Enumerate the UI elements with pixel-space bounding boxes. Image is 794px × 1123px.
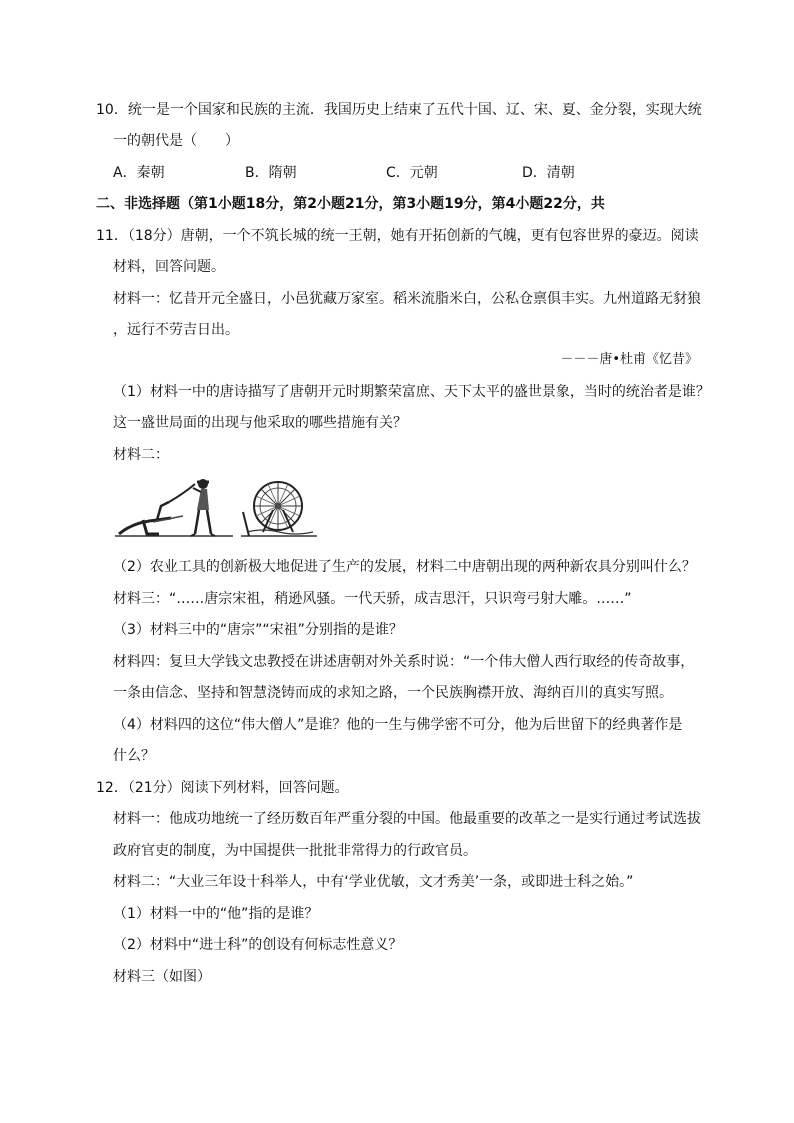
- q12-material3-label: 材料三（如图）: [113, 969, 211, 985]
- farm-tools-figure: [113, 476, 319, 542]
- q12-material1-line-2: 政府官吏的制度，为中国提供一批批非常得力的行政官员。: [113, 843, 477, 859]
- q11-material2-label: 材料二：: [113, 447, 169, 463]
- q12-sub1: （1）材料一中的“他”指的是谁？: [113, 906, 319, 922]
- q12-line-1: 12．（21分）阅读下列材料，回答问题。: [96, 780, 349, 796]
- q10-line-2: 一的朝代是（ ）: [113, 133, 239, 149]
- q10-option-d: D．清朝: [522, 165, 575, 181]
- farm-tools-illustration: [113, 476, 319, 542]
- section-heading: 二、非选择题（第1小题18分，第2小题21分，第3小题19分，第4小题22分，共: [96, 196, 605, 212]
- q11-material4-line-1: 材料四：复旦大学钱文忠教授在讲述唐朝对外关系时说：“一个伟大僧人西行取经的传奇故事，: [113, 654, 695, 670]
- q10-line-1: 10．统一是一个国家和民族的主流．我国历史上结束了五代十国、辽、宋、夏、金分裂，实现大统: [96, 102, 702, 118]
- q11-sub4-line-2: 什么？: [113, 748, 155, 764]
- q11-sub1-line-2: 这一盛世局面的出现与他采取的哪些措施有关？: [113, 415, 407, 431]
- q11-material4-line-2: 一条由信念、坚持和智慧浇铸而成的求知之路，一个民族胸襟开放、海纳百川的真实写照。: [113, 685, 673, 701]
- q11-material1-line-1: 材料一：忆昔开元全盛日，小邑犹藏万家室。稻米流脂米白，公私仓禀俱丰实。九州道路无豺狼: [113, 291, 701, 307]
- q11-line-2: 材料，回答问题。: [113, 259, 225, 275]
- farmer-icon: [191, 479, 215, 536]
- q12-material1-line-1: 材料一：他成功地统一了经历数百年严重分裂的中国。他最重要的改革之一是实行通过考试选拔: [113, 811, 701, 827]
- q11-sub3: （3）材料三中的“唐宗”“宋祖”分别指的是谁？: [113, 622, 403, 638]
- q11-sub2: （2）农业工具的创新极大地促进了生产的发展，材料二中唐朝出现的两种新农具分别叫什么？: [113, 559, 696, 575]
- q11-line-1: 11．（18分）唐朝，一个不筑长城的统一王朝，她有开拓创新的气魄，更有包容世界的豪迈。阅读: [96, 228, 699, 244]
- q11-material3: 材料三：“……唐宗宋祖，稍逊风骚。一代天骄，成吉思汗，只识弯弓射大雕。……”: [113, 591, 632, 607]
- q10-option-b: B．隋朝: [245, 165, 297, 181]
- q11-sub1-line-1: （1）材料一中的唐诗描写了唐朝开元时期繁荣富庶、天下太平的盛世景象，当时的统治者是谁？: [113, 384, 710, 400]
- q12-sub2: （2）材料中“进士科”的创设有何标志性意义？: [113, 937, 403, 953]
- curved-shaft-plough-icon: [119, 484, 195, 534]
- water-wheel-icon: [243, 482, 313, 536]
- q11-material1-line-2: ，远行不劳吉日出。: [113, 322, 239, 338]
- q12-material2: 材料二：“大业三年设十科举人，中有‘学业优敏，文才秀美’一条，或即进士科之始。”: [113, 874, 634, 890]
- q11-sub4-line-1: （4）材料四的这位“伟大僧人”是谁？他的一生与佛学密不可分，他为后世留下的经典著作是: [113, 717, 683, 733]
- poem-attribution: －－－唐•杜甫《忆昔》: [560, 352, 698, 367]
- q10-option-c: C．元朝: [386, 165, 438, 181]
- q10-option-a: A．秦朝: [113, 165, 165, 181]
